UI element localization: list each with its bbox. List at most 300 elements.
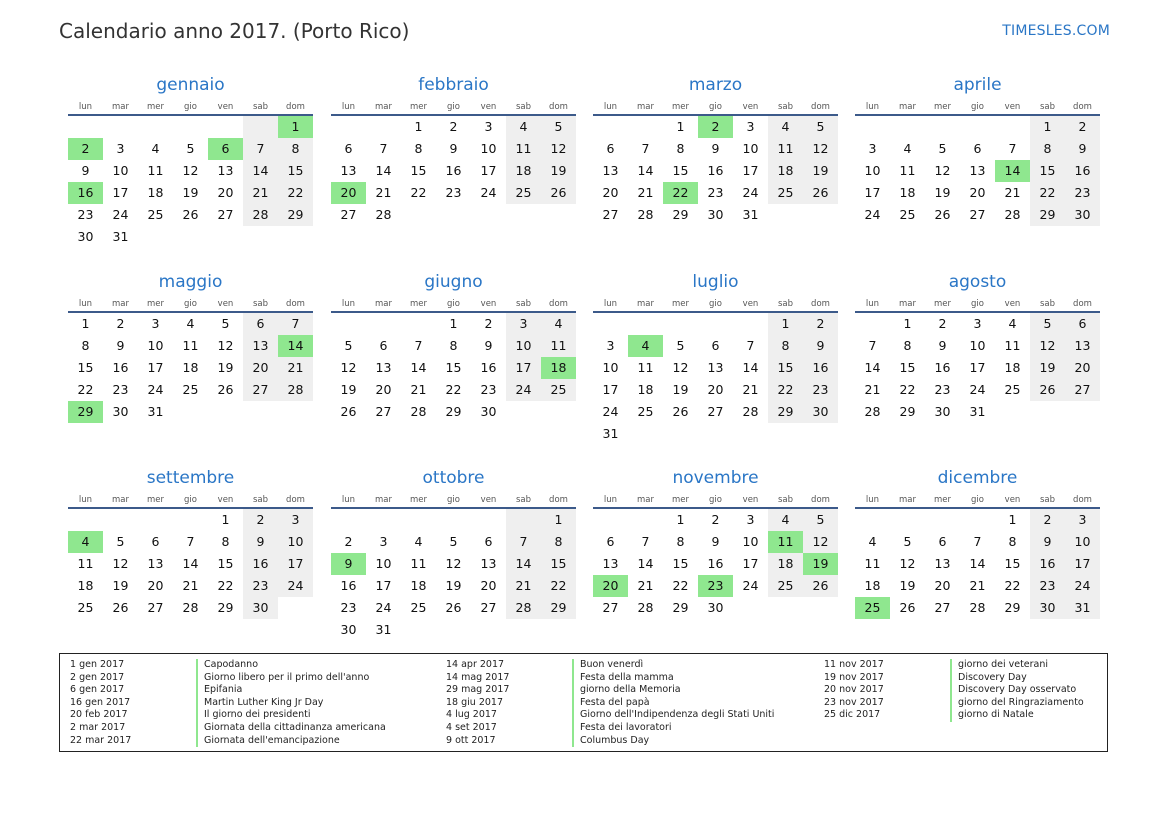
day-cell: 19 xyxy=(803,160,838,182)
weekday-header: sab xyxy=(243,493,278,509)
month-name: ottobre xyxy=(422,468,485,488)
day-cell: 3 xyxy=(606,338,615,353)
day-cell: 3 xyxy=(1065,509,1100,531)
day-cell: 9 xyxy=(331,553,366,575)
weekday-header: sab xyxy=(768,100,803,116)
month-name: aprile xyxy=(953,75,1002,95)
month-name: novembre xyxy=(672,468,759,488)
weekday-header: ven xyxy=(471,297,506,313)
empty-cell xyxy=(663,313,698,335)
day-cell: 17 xyxy=(864,185,881,200)
holiday-name: Il giorno dei presidenti xyxy=(196,709,311,722)
day-cell: 16 xyxy=(112,360,129,375)
holiday-name: Discovery Day osservato xyxy=(950,684,1076,697)
day-cell: 8 xyxy=(414,141,423,156)
weekday-header: sab xyxy=(1030,100,1065,116)
empty-cell xyxy=(855,509,890,531)
day-cell: 2 xyxy=(711,512,720,527)
day-cell: 25 xyxy=(147,207,164,222)
day-cell: 20 xyxy=(602,185,619,200)
empty-cell xyxy=(278,597,313,619)
holiday-date: 4 set 2017 xyxy=(446,721,497,733)
day-cell: 13 xyxy=(1065,335,1100,357)
month-grid xyxy=(593,493,838,619)
day-cell: 8 xyxy=(676,141,685,156)
day-cell: 11 xyxy=(768,531,803,553)
day-cell: 26 xyxy=(672,404,689,419)
legend-column xyxy=(70,659,386,747)
day-cell: 15 xyxy=(1030,160,1065,182)
empty-cell xyxy=(401,204,436,226)
weekday-header: dom xyxy=(541,297,576,313)
weekday-header: gio xyxy=(960,297,995,313)
weekday-header: lun xyxy=(593,297,628,313)
month-grid xyxy=(68,493,313,619)
day-cell: 13 xyxy=(340,163,357,178)
day-cell: 23 xyxy=(77,207,94,222)
weekday-header: gio xyxy=(436,100,471,116)
empty-cell xyxy=(401,509,436,531)
day-cell: 12 xyxy=(899,556,916,571)
day-cell: 22 xyxy=(77,382,94,397)
day-cell: 12 xyxy=(445,556,462,571)
day-cell: 11 xyxy=(541,335,576,357)
holiday-date: 19 nov 2017 xyxy=(824,671,884,683)
day-cell: 8 xyxy=(676,534,685,549)
day-cell: 18 xyxy=(899,185,916,200)
weekday-header: mar xyxy=(366,493,401,509)
day-cell: 5 xyxy=(803,509,838,531)
empty-cell xyxy=(138,116,173,138)
month-febbraio xyxy=(331,74,576,226)
day-cell: 6 xyxy=(973,141,982,156)
day-cell: 10 xyxy=(278,531,313,553)
empty-cell xyxy=(173,509,208,531)
weekday-header: sab xyxy=(506,297,541,313)
day-cell: 5 xyxy=(1030,313,1065,335)
weekday-header: sab xyxy=(1030,493,1065,509)
day-cell: 4 xyxy=(628,335,663,357)
day-cell: 10 xyxy=(969,338,986,353)
day-cell: 10 xyxy=(742,141,759,156)
empty-cell xyxy=(331,509,366,531)
empty-cell xyxy=(138,509,173,531)
day-cell: 1 xyxy=(278,116,313,138)
day-cell: 26 xyxy=(803,575,838,597)
day-cell: 2 xyxy=(449,119,458,134)
day-cell: 11 xyxy=(147,163,164,178)
day-cell: 3 xyxy=(116,141,125,156)
day-cell: 14 xyxy=(995,160,1030,182)
day-cell: 1 xyxy=(221,512,230,527)
holiday-name: Giornata della cittadinanza americana xyxy=(196,722,386,735)
weekday-header: ven xyxy=(995,297,1030,313)
day-cell: 15 xyxy=(672,163,689,178)
day-cell: 22 xyxy=(1004,578,1021,593)
day-cell: 23 xyxy=(1030,575,1065,597)
day-cell: 21 xyxy=(278,357,313,379)
day-cell: 24 xyxy=(278,575,313,597)
day-cell: 22 xyxy=(1030,182,1065,204)
day-cell: 7 xyxy=(641,141,650,156)
weekday-header: lun xyxy=(68,297,103,313)
empty-cell xyxy=(506,619,541,641)
empty-cell xyxy=(803,423,838,445)
legend-row xyxy=(824,672,1084,685)
day-cell: 22 xyxy=(899,382,916,397)
weekday-header: mer xyxy=(925,493,960,509)
day-cell: 22 xyxy=(445,382,462,397)
day-cell: 23 xyxy=(698,575,733,597)
empty-cell xyxy=(173,116,208,138)
weekday-header: mer xyxy=(401,493,436,509)
empty-cell xyxy=(243,401,278,423)
weekday-header: dom xyxy=(1065,493,1100,509)
day-cell: 9 xyxy=(1030,531,1065,553)
weekday-header: dom xyxy=(1065,297,1100,313)
month-name: gennaio xyxy=(156,75,225,95)
day-cell: 22 xyxy=(278,182,313,204)
day-cell: 14 xyxy=(506,553,541,575)
day-cell: 3 xyxy=(151,316,160,331)
day-cell: 11 xyxy=(637,360,654,375)
month-grid xyxy=(68,100,313,248)
day-cell: 30 xyxy=(1065,204,1100,226)
day-cell: 16 xyxy=(803,357,838,379)
day-cell: 30 xyxy=(803,401,838,423)
weekday-header: mar xyxy=(890,297,925,313)
weekday-header: lun xyxy=(593,493,628,509)
day-cell: 27 xyxy=(707,404,724,419)
empty-cell xyxy=(855,116,890,138)
day-cell: 16 xyxy=(707,556,724,571)
day-cell: 5 xyxy=(449,534,458,549)
empty-cell xyxy=(331,313,366,335)
month-aprile xyxy=(855,74,1100,226)
day-cell: 13 xyxy=(375,360,392,375)
day-cell: 13 xyxy=(243,335,278,357)
month-luglio xyxy=(593,271,838,445)
month-grid xyxy=(331,100,576,226)
weekday-header: dom xyxy=(803,493,838,509)
day-cell: 27 xyxy=(243,379,278,401)
day-cell: 9 xyxy=(938,338,947,353)
day-cell: 12 xyxy=(217,338,234,353)
day-cell: 6 xyxy=(484,534,493,549)
legend-row xyxy=(70,735,386,748)
day-cell: 2 xyxy=(938,316,947,331)
day-cell: 29 xyxy=(445,404,462,419)
day-cell: 24 xyxy=(742,185,759,200)
weekday-header: mar xyxy=(103,493,138,509)
brand-link[interactable]: TIMESLES.COM xyxy=(1002,23,1110,39)
holiday-date: 2 mar 2017 xyxy=(70,721,126,733)
empty-cell xyxy=(506,509,541,531)
empty-cell xyxy=(208,226,243,248)
day-cell: 3 xyxy=(506,313,541,335)
month-grid xyxy=(331,297,576,423)
day-cell: 18 xyxy=(637,382,654,397)
empty-cell xyxy=(436,509,471,531)
weekday-header: mer xyxy=(663,100,698,116)
day-cell: 9 xyxy=(116,338,125,353)
legend-row xyxy=(70,659,386,672)
day-cell: 16 xyxy=(243,553,278,575)
day-cell: 17 xyxy=(969,360,986,375)
day-cell: 3 xyxy=(868,141,877,156)
empty-cell xyxy=(401,313,436,335)
day-cell: 12 xyxy=(803,531,838,553)
holiday-date: 1 gen 2017 xyxy=(70,659,125,670)
month-name: dicembre xyxy=(937,468,1018,488)
day-cell: 12 xyxy=(541,138,576,160)
day-cell: 26 xyxy=(541,182,576,204)
holiday-name: Festa della mamma xyxy=(572,672,674,685)
day-cell: 7 xyxy=(746,338,755,353)
day-cell: 22 xyxy=(663,182,698,204)
empty-cell xyxy=(541,401,576,423)
day-cell: 12 xyxy=(934,163,951,178)
day-cell: 28 xyxy=(278,379,313,401)
weekday-header: gio xyxy=(960,493,995,509)
day-cell: 8 xyxy=(278,138,313,160)
month-agosto xyxy=(855,271,1100,423)
day-cell: 9 xyxy=(484,338,493,353)
day-cell: 15 xyxy=(217,556,234,571)
empty-cell xyxy=(506,401,541,423)
day-cell: 21 xyxy=(375,185,392,200)
legend-row xyxy=(824,659,1084,672)
legend-row xyxy=(824,709,1084,722)
month-gennaio xyxy=(68,74,313,248)
empty-cell xyxy=(768,597,803,619)
legend-column xyxy=(446,659,774,747)
empty-cell xyxy=(593,313,628,335)
day-cell: 4 xyxy=(68,531,103,553)
day-cell: 24 xyxy=(112,207,129,222)
day-cell: 3 xyxy=(379,534,388,549)
weekday-header: ven xyxy=(733,297,768,313)
day-cell: 28 xyxy=(1004,207,1021,222)
legend-row xyxy=(446,697,774,710)
empty-cell xyxy=(593,509,628,531)
day-cell: 11 xyxy=(182,338,199,353)
day-cell: 29 xyxy=(768,401,803,423)
day-cell: 17 xyxy=(602,382,619,397)
empty-cell xyxy=(471,619,506,641)
weekday-header: sab xyxy=(768,493,803,509)
weekday-header: lun xyxy=(331,100,366,116)
day-cell: 24 xyxy=(864,207,881,222)
empty-cell xyxy=(925,116,960,138)
legend-row xyxy=(446,709,774,722)
day-cell: 2 xyxy=(698,116,733,138)
day-cell: 21 xyxy=(243,182,278,204)
month-name: giugno xyxy=(424,272,483,292)
weekday-header: mer xyxy=(138,493,173,509)
holiday-name: giorno della Memoria xyxy=(572,684,681,697)
day-cell: 3 xyxy=(746,119,755,134)
day-cell: 18 xyxy=(768,553,803,575)
day-cell: 13 xyxy=(217,163,234,178)
empty-cell xyxy=(208,401,243,423)
day-cell: 6 xyxy=(344,141,353,156)
holiday-name: giorno dei veterani xyxy=(950,659,1048,672)
day-cell: 22 xyxy=(672,578,689,593)
day-cell: 15 xyxy=(899,360,916,375)
day-cell: 20 xyxy=(934,578,951,593)
holiday-date: 29 mag 2017 xyxy=(446,684,510,696)
month-name: maggio xyxy=(158,272,223,292)
day-cell: 29 xyxy=(1004,600,1021,615)
day-cell: 7 xyxy=(868,338,877,353)
day-cell: 4 xyxy=(414,534,423,549)
day-cell: 16 xyxy=(1030,553,1065,575)
day-cell: 12 xyxy=(1030,335,1065,357)
holiday-name: Discovery Day xyxy=(950,672,1027,685)
weekday-header: ven xyxy=(208,100,243,116)
holiday-legend xyxy=(59,653,1108,752)
month-grid xyxy=(593,100,838,226)
page-title: Calendario anno 2017. (Porto Rico) xyxy=(59,19,410,43)
day-cell: 25 xyxy=(506,182,541,204)
day-cell: 6 xyxy=(379,338,388,353)
day-cell: 30 xyxy=(707,600,724,615)
day-cell: 27 xyxy=(375,404,392,419)
day-cell: 25 xyxy=(182,382,199,397)
weekday-header: lun xyxy=(855,297,890,313)
day-cell: 21 xyxy=(182,578,199,593)
day-cell: 5 xyxy=(344,338,353,353)
day-cell: 26 xyxy=(803,182,838,204)
empty-cell xyxy=(925,509,960,531)
weekday-header: ven xyxy=(733,493,768,509)
empty-cell xyxy=(366,313,401,335)
day-cell: 25 xyxy=(541,379,576,401)
day-cell: 14 xyxy=(864,360,881,375)
empty-cell xyxy=(208,116,243,138)
day-cell: 21 xyxy=(969,578,986,593)
day-cell: 5 xyxy=(938,141,947,156)
day-cell: 10 xyxy=(602,360,619,375)
weekday-header: ven xyxy=(995,100,1030,116)
day-cell: 4 xyxy=(1008,316,1017,331)
day-cell: 5 xyxy=(803,116,838,138)
legend-row xyxy=(70,684,386,697)
day-cell: 28 xyxy=(637,207,654,222)
day-cell: 8 xyxy=(1030,138,1065,160)
day-cell: 25 xyxy=(77,600,94,615)
day-cell: 23 xyxy=(445,185,462,200)
day-cell: 13 xyxy=(480,556,497,571)
day-cell: 29 xyxy=(68,401,103,423)
day-cell: 25 xyxy=(899,207,916,222)
weekday-header: mar xyxy=(366,100,401,116)
day-cell: 24 xyxy=(1065,575,1100,597)
day-cell: 2 xyxy=(116,316,125,331)
day-cell: 25 xyxy=(855,597,890,619)
day-cell: 31 xyxy=(742,207,759,222)
weekday-header: mer xyxy=(663,297,698,313)
day-cell: 17 xyxy=(480,163,497,178)
day-cell: 14 xyxy=(375,163,392,178)
day-cell: 7 xyxy=(278,313,313,335)
day-cell: 15 xyxy=(410,163,427,178)
day-cell: 2 xyxy=(1030,509,1065,531)
day-cell: 1 xyxy=(541,509,576,531)
day-cell: 12 xyxy=(803,138,838,160)
day-cell: 30 xyxy=(243,597,278,619)
day-cell: 27 xyxy=(602,207,619,222)
legend-row xyxy=(446,735,774,748)
day-cell: 21 xyxy=(637,185,654,200)
day-cell: 25 xyxy=(768,575,803,597)
day-cell: 5 xyxy=(541,116,576,138)
day-cell: 1 xyxy=(676,512,685,527)
day-cell: 21 xyxy=(742,382,759,397)
holiday-date: 6 gen 2017 xyxy=(70,684,125,696)
holiday-name: Martin Luther King Jr Day xyxy=(196,697,323,710)
day-cell: 3 xyxy=(973,316,982,331)
day-cell: 8 xyxy=(221,534,230,549)
day-cell: 4 xyxy=(768,509,803,531)
day-cell: 31 xyxy=(602,426,619,441)
month-dicembre xyxy=(855,467,1100,619)
day-cell: 18 xyxy=(864,578,881,593)
day-cell: 13 xyxy=(602,556,619,571)
day-cell: 14 xyxy=(278,335,313,357)
holiday-date: 23 nov 2017 xyxy=(824,696,884,708)
holiday-name: Columbus Day xyxy=(572,735,649,748)
empty-cell xyxy=(331,116,366,138)
empty-cell xyxy=(68,116,103,138)
month-ottobre xyxy=(331,467,576,641)
holiday-name: Giorno libero per il primo dell'anno xyxy=(196,672,369,685)
weekday-header: lun xyxy=(68,100,103,116)
weekday-header: gio xyxy=(436,493,471,509)
weekday-header: dom xyxy=(278,297,313,313)
day-cell: 20 xyxy=(375,382,392,397)
day-cell: 7 xyxy=(243,138,278,160)
day-cell: 19 xyxy=(899,578,916,593)
day-cell: 14 xyxy=(410,360,427,375)
day-cell: 9 xyxy=(803,335,838,357)
holiday-name: Capodanno xyxy=(196,659,258,672)
day-cell: 6 xyxy=(938,534,947,549)
weekday-header: mar xyxy=(890,100,925,116)
day-cell: 6 xyxy=(1065,313,1100,335)
day-cell: 28 xyxy=(243,204,278,226)
weekday-header: gio xyxy=(173,100,208,116)
legend-row xyxy=(446,672,774,685)
empty-cell xyxy=(138,226,173,248)
day-cell: 22 xyxy=(768,379,803,401)
day-cell: 19 xyxy=(445,578,462,593)
weekday-header: sab xyxy=(243,100,278,116)
day-cell: 9 xyxy=(449,141,458,156)
weekday-header: ven xyxy=(471,100,506,116)
day-cell: 8 xyxy=(81,338,90,353)
day-cell: 18 xyxy=(541,357,576,379)
day-cell: 14 xyxy=(637,163,654,178)
day-cell: 20 xyxy=(593,575,628,597)
day-cell: 27 xyxy=(480,600,497,615)
day-cell: 28 xyxy=(969,600,986,615)
empty-cell xyxy=(173,226,208,248)
day-cell: 31 xyxy=(112,229,129,244)
day-cell: 8 xyxy=(903,338,912,353)
weekday-header: lun xyxy=(855,100,890,116)
